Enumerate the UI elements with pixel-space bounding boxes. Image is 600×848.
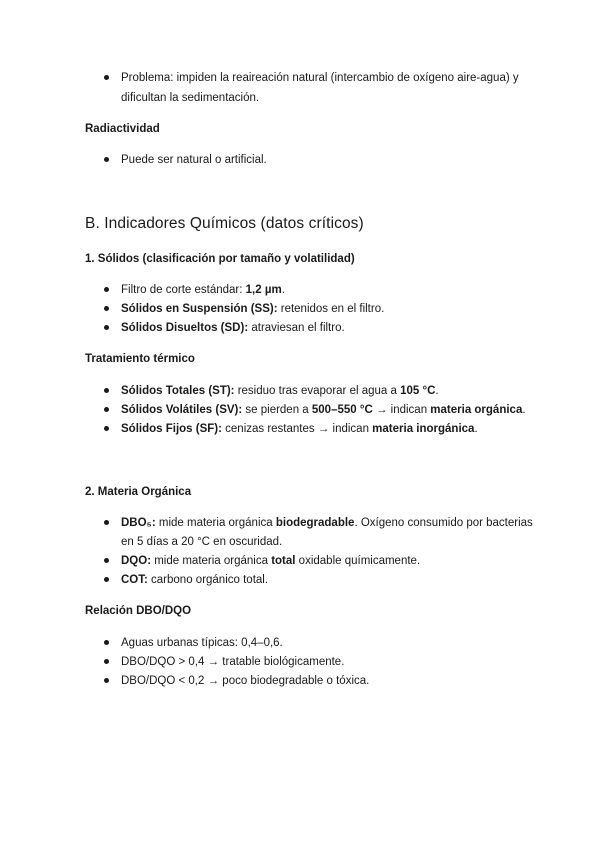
bullet-icon (104, 520, 109, 525)
relacion-item: Aguas urbanas típicas: 0,4–0,6. (121, 637, 283, 649)
item-bold: 1,2 µm (245, 284, 282, 296)
item-text: atraviesan el filtro. (248, 322, 345, 334)
item-text: carbono orgánico total. (147, 574, 269, 586)
tratamiento-item-sf (121, 422, 478, 436)
item-text: . (435, 385, 439, 397)
item-bold: materia orgánica (430, 404, 523, 416)
solidos-item-sd (121, 321, 345, 335)
materia-item-dbo (121, 516, 533, 530)
bullet-icon (104, 325, 109, 330)
item-bold: Sólidos Volátiles (SV): (121, 404, 243, 416)
item-bold: COT: (121, 574, 148, 586)
bullet-icon (104, 659, 109, 664)
item-text: cenizas restantes → indican (221, 423, 373, 435)
item-text: retenidos en el filtro. (277, 303, 385, 315)
item-text: oxidable químicamente. (295, 555, 421, 567)
radiactividad-heading: Radiactividad (85, 123, 160, 135)
item-bold: Sólidos Fijos (SF): (121, 423, 222, 435)
bullet-icon (104, 287, 109, 292)
solidos-item-ss (121, 302, 384, 316)
materia-heading: 2. Materia Orgánica (85, 486, 192, 498)
bullet-icon (104, 306, 109, 311)
relacion-heading: Relación DBO/DQO (85, 605, 192, 617)
item-bold: 105 °C (400, 385, 436, 397)
bullet-icon (104, 640, 109, 645)
item-text: → indican (372, 404, 431, 416)
item-text: . (281, 284, 285, 296)
problema-line-1 (121, 71, 519, 85)
tratamiento-item-st (121, 384, 439, 398)
bullet-icon (104, 388, 109, 393)
item-text: se pierden a (242, 404, 312, 416)
bullet-icon (104, 577, 109, 582)
item-text: mide materia orgánica (151, 555, 272, 567)
item-bold: biodegradable (275, 517, 355, 529)
item-bold: DQO: (121, 555, 152, 567)
item-bold: materia inorgánica (372, 423, 475, 435)
item-text: . (522, 404, 526, 416)
problema-text: impiden la reaireación natural (intercambio de oxígeno aire-agua) y (173, 72, 519, 84)
problema-label: Problema: (121, 72, 174, 84)
item-text: . (474, 423, 478, 435)
item-bold: 500–550 °C (311, 404, 373, 416)
item-text: mide materia orgánica (155, 517, 276, 529)
bullet-icon (104, 75, 109, 80)
item-bold: DBO₅: (121, 517, 156, 529)
item-text: Filtro de corte estándar: (121, 284, 246, 296)
item-text: residuo tras evaporar el agua a (234, 385, 401, 397)
materia-item-cot (121, 573, 268, 587)
relacion-item: DBO/DQO < 0,2 → poco biodegradable o tóxica. (121, 675, 370, 687)
solidos-heading: 1. Sólidos (clasificación por tamaño y volatilidad) (85, 253, 355, 265)
radiactividad-item: Puede ser natural o artificial. (121, 154, 267, 166)
item-text: . Oxígeno consumido por bacterias (354, 517, 533, 529)
problema-line-2: dificultan la sedimentación. (121, 92, 260, 104)
bullet-icon (104, 426, 109, 431)
tratamiento-heading: Tratamiento térmico (85, 353, 195, 365)
relacion-item: DBO/DQO > 0,4 → tratable biológicamente. (121, 656, 345, 668)
item-bold: total (271, 555, 296, 567)
bullet-icon (104, 157, 109, 162)
item-bold: Sólidos en Suspensión (SS): (121, 303, 278, 315)
solidos-item-filtro (121, 283, 285, 297)
bullet-icon (104, 678, 109, 683)
item-bold: Sólidos Totales (ST): (121, 385, 235, 397)
bullet-icon (104, 407, 109, 412)
tratamiento-item-sv (121, 403, 526, 417)
materia-item-dqo (121, 554, 420, 568)
bullet-icon (104, 558, 109, 563)
materia-item-dbo-line-2: en 5 días a 20 °C en oscuridad. (121, 536, 283, 548)
item-bold: Sólidos Disueltos (SD): (121, 322, 249, 334)
section-heading: B. Indicadores Químicos (datos críticos) (85, 215, 364, 232)
